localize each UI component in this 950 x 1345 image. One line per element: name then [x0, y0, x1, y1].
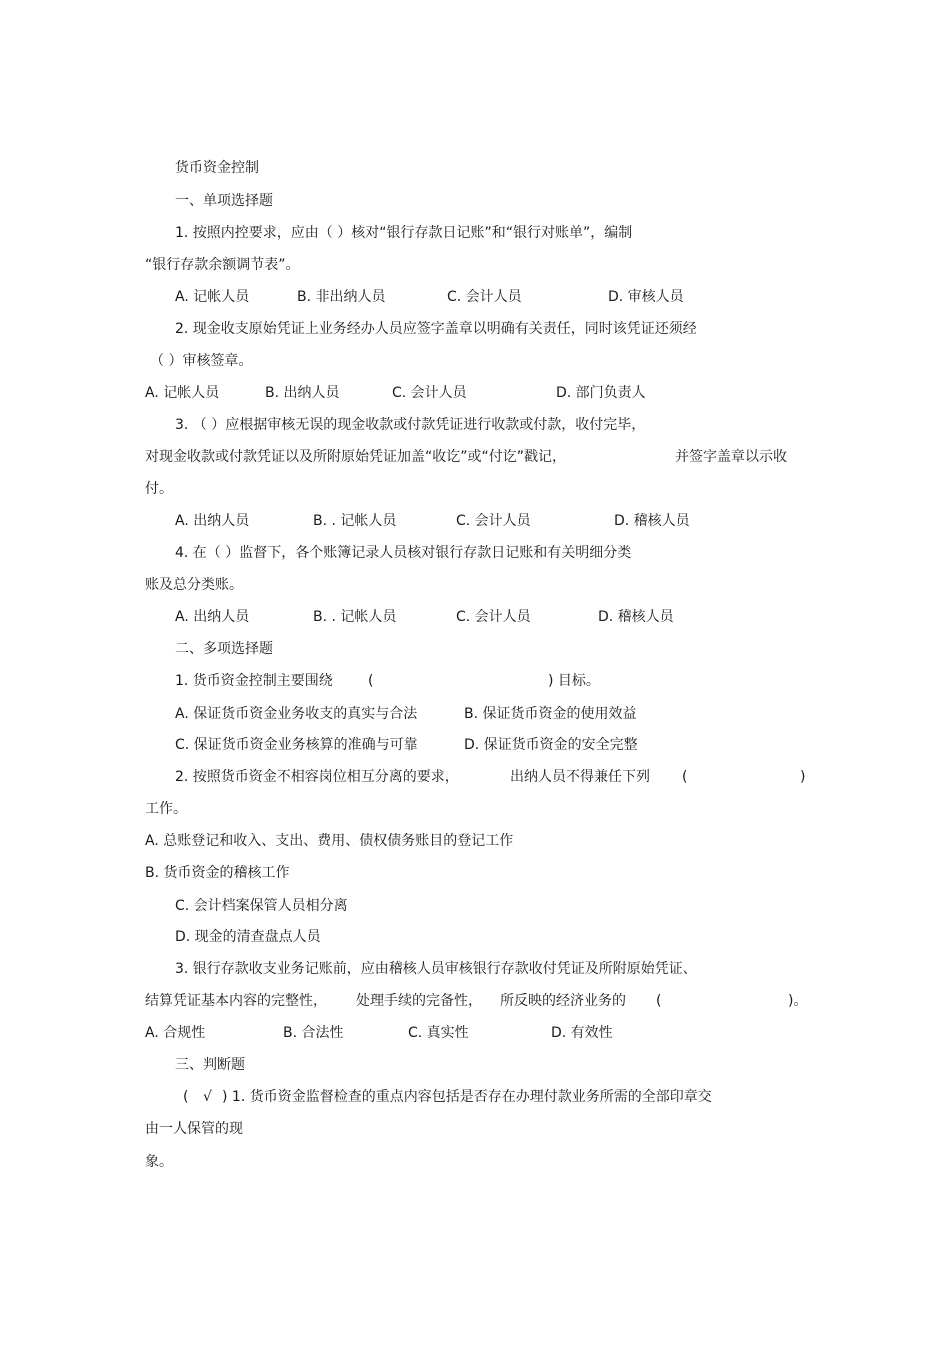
question-1-line-1: 1. 按照内控要求，应由（ ）核对“银行存款日记账”和“银行对账单”，编制 — [175, 225, 633, 241]
q1-option-b: B. 非出纳人员 — [297, 289, 386, 305]
mq2-option-b: B. 货币资金的稽核工作 — [145, 865, 290, 881]
q3-option-a: A. 出纳人员 — [175, 513, 250, 529]
multi-question-3-line-2a: 结算凭证基本内容的完整性， — [145, 993, 327, 1009]
multi-question-2-text-b: 出纳人员不得兼任下列 — [510, 769, 650, 785]
q3-option-c: C. 会计人员 — [456, 513, 531, 529]
mq1-option-c: C. 保证货币资金业务核算的准确与可靠 — [175, 737, 418, 753]
multi-question-3-close: )。 — [788, 993, 808, 1009]
section-heading-single-choice: 一、单项选择题 — [175, 193, 273, 209]
judge-question-1-open-paren: ( — [183, 1089, 189, 1105]
multi-question-2-open-paren: ( — [682, 769, 688, 785]
q2-option-d: D. 部门负责人 — [556, 385, 646, 401]
q4-option-a: A. 出纳人员 — [175, 609, 250, 625]
multi-question-2-text: 2. 按照货币资金不相容岗位相互分离的要求， — [175, 769, 459, 785]
mq1-option-b: B. 保证货币资金的使用效益 — [464, 706, 637, 722]
mq3-option-c: C. 真实性 — [408, 1025, 469, 1041]
question-1-line-2: “银行存款余额调节表”。 — [145, 257, 300, 273]
q1-option-d: D. 审核人员 — [608, 289, 684, 305]
q1-option-c: C. 会计人员 — [447, 289, 522, 305]
mq2-option-c: C. 会计档案保管人员相分离 — [175, 898, 348, 914]
question-2-line-1: 2. 现金收支原始凭证上业务经办人员应签字盖章以明确有关责任，同时该凭证还须经 — [175, 321, 697, 337]
q3-option-b: B. . 记帐人员 — [313, 513, 397, 529]
multi-question-3-line-2b: 处理手续的完备性， — [356, 993, 482, 1009]
mq3-option-a: A. 合规性 — [145, 1025, 206, 1041]
q3-option-d: D. 稽核人员 — [614, 513, 690, 529]
q2-option-c: C. 会计人员 — [392, 385, 467, 401]
question-4-line-2: 账及总分类账。 — [145, 577, 243, 593]
mq3-option-b: B. 合法性 — [283, 1025, 344, 1041]
document-title: 货币资金控制 — [175, 160, 259, 176]
multi-question-1-text: 1. 货币资金控制主要围绕 — [175, 673, 333, 689]
judge-question-1-line-2: 由一人保管的现 — [145, 1121, 243, 1137]
multi-question-1-close: ) 目标。 — [548, 673, 600, 689]
mq3-option-d: D. 有效性 — [551, 1025, 613, 1041]
section-heading-judgement: 三、判断题 — [175, 1057, 245, 1073]
q4-option-b: B. . 记帐人员 — [313, 609, 397, 625]
question-3-line-1: 3. （ ）应根据审核无误的现金收款或付款凭证进行收款或付款，收付完毕， — [175, 417, 646, 433]
multi-question-2-close-paren: ) — [800, 769, 806, 785]
mq2-option-d: D. 现金的清查盘点人员 — [175, 929, 321, 945]
q1-option-a: A. 记帐人员 — [175, 289, 250, 305]
multi-question-1-open-paren: ( — [368, 673, 374, 689]
mq2-option-a: A. 总账登记和收入、支出、费用、债权债务账目的登记工作 — [145, 833, 514, 849]
q4-option-d: D. 稽核人员 — [598, 609, 674, 625]
multi-question-3-open-paren: ( — [656, 993, 662, 1009]
question-4-line-1: 4. 在（ ）监督下，各个账簿记录人员核对银行存款日记账和有关明细分类 — [175, 545, 632, 561]
question-3-line-2a: 对现金收款或付款凭证以及所附原始凭证加盖“收讫”或“付讫”戳记， — [145, 449, 567, 465]
multi-question-2-line-2: 工作。 — [145, 801, 187, 817]
q2-option-a: A. 记帐人员 — [145, 385, 220, 401]
mq1-option-a: A. 保证货币资金业务收支的真实与合法 — [175, 706, 418, 722]
section-heading-multi-choice: 二、多项选择题 — [175, 641, 273, 657]
q2-option-b: B. 出纳人员 — [265, 385, 340, 401]
judge-question-1-text: ) 1. 货币资金监督检查的重点内容包括是否存在办理付款业务所需的全部印章交 — [222, 1089, 712, 1105]
judge-question-1-check-mark: √ — [203, 1089, 212, 1105]
question-3-line-3: 付。 — [145, 481, 173, 497]
q4-option-c: C. 会计人员 — [456, 609, 531, 625]
mq1-option-d: D. 保证货币资金的安全完整 — [464, 737, 638, 753]
judge-question-1-line-3: 象。 — [145, 1154, 173, 1170]
multi-question-3-line-2c: 所反映的经济业务的 — [500, 993, 626, 1009]
question-2-line-2: （ ）审核签章。 — [150, 353, 253, 369]
multi-question-3-line-1: 3. 银行存款收支业务记账前，应由稽核人员审核银行存款收付凭证及所附原始凭证、 — [175, 961, 697, 977]
question-3-line-2b: 并签字盖章以示收 — [675, 449, 787, 465]
